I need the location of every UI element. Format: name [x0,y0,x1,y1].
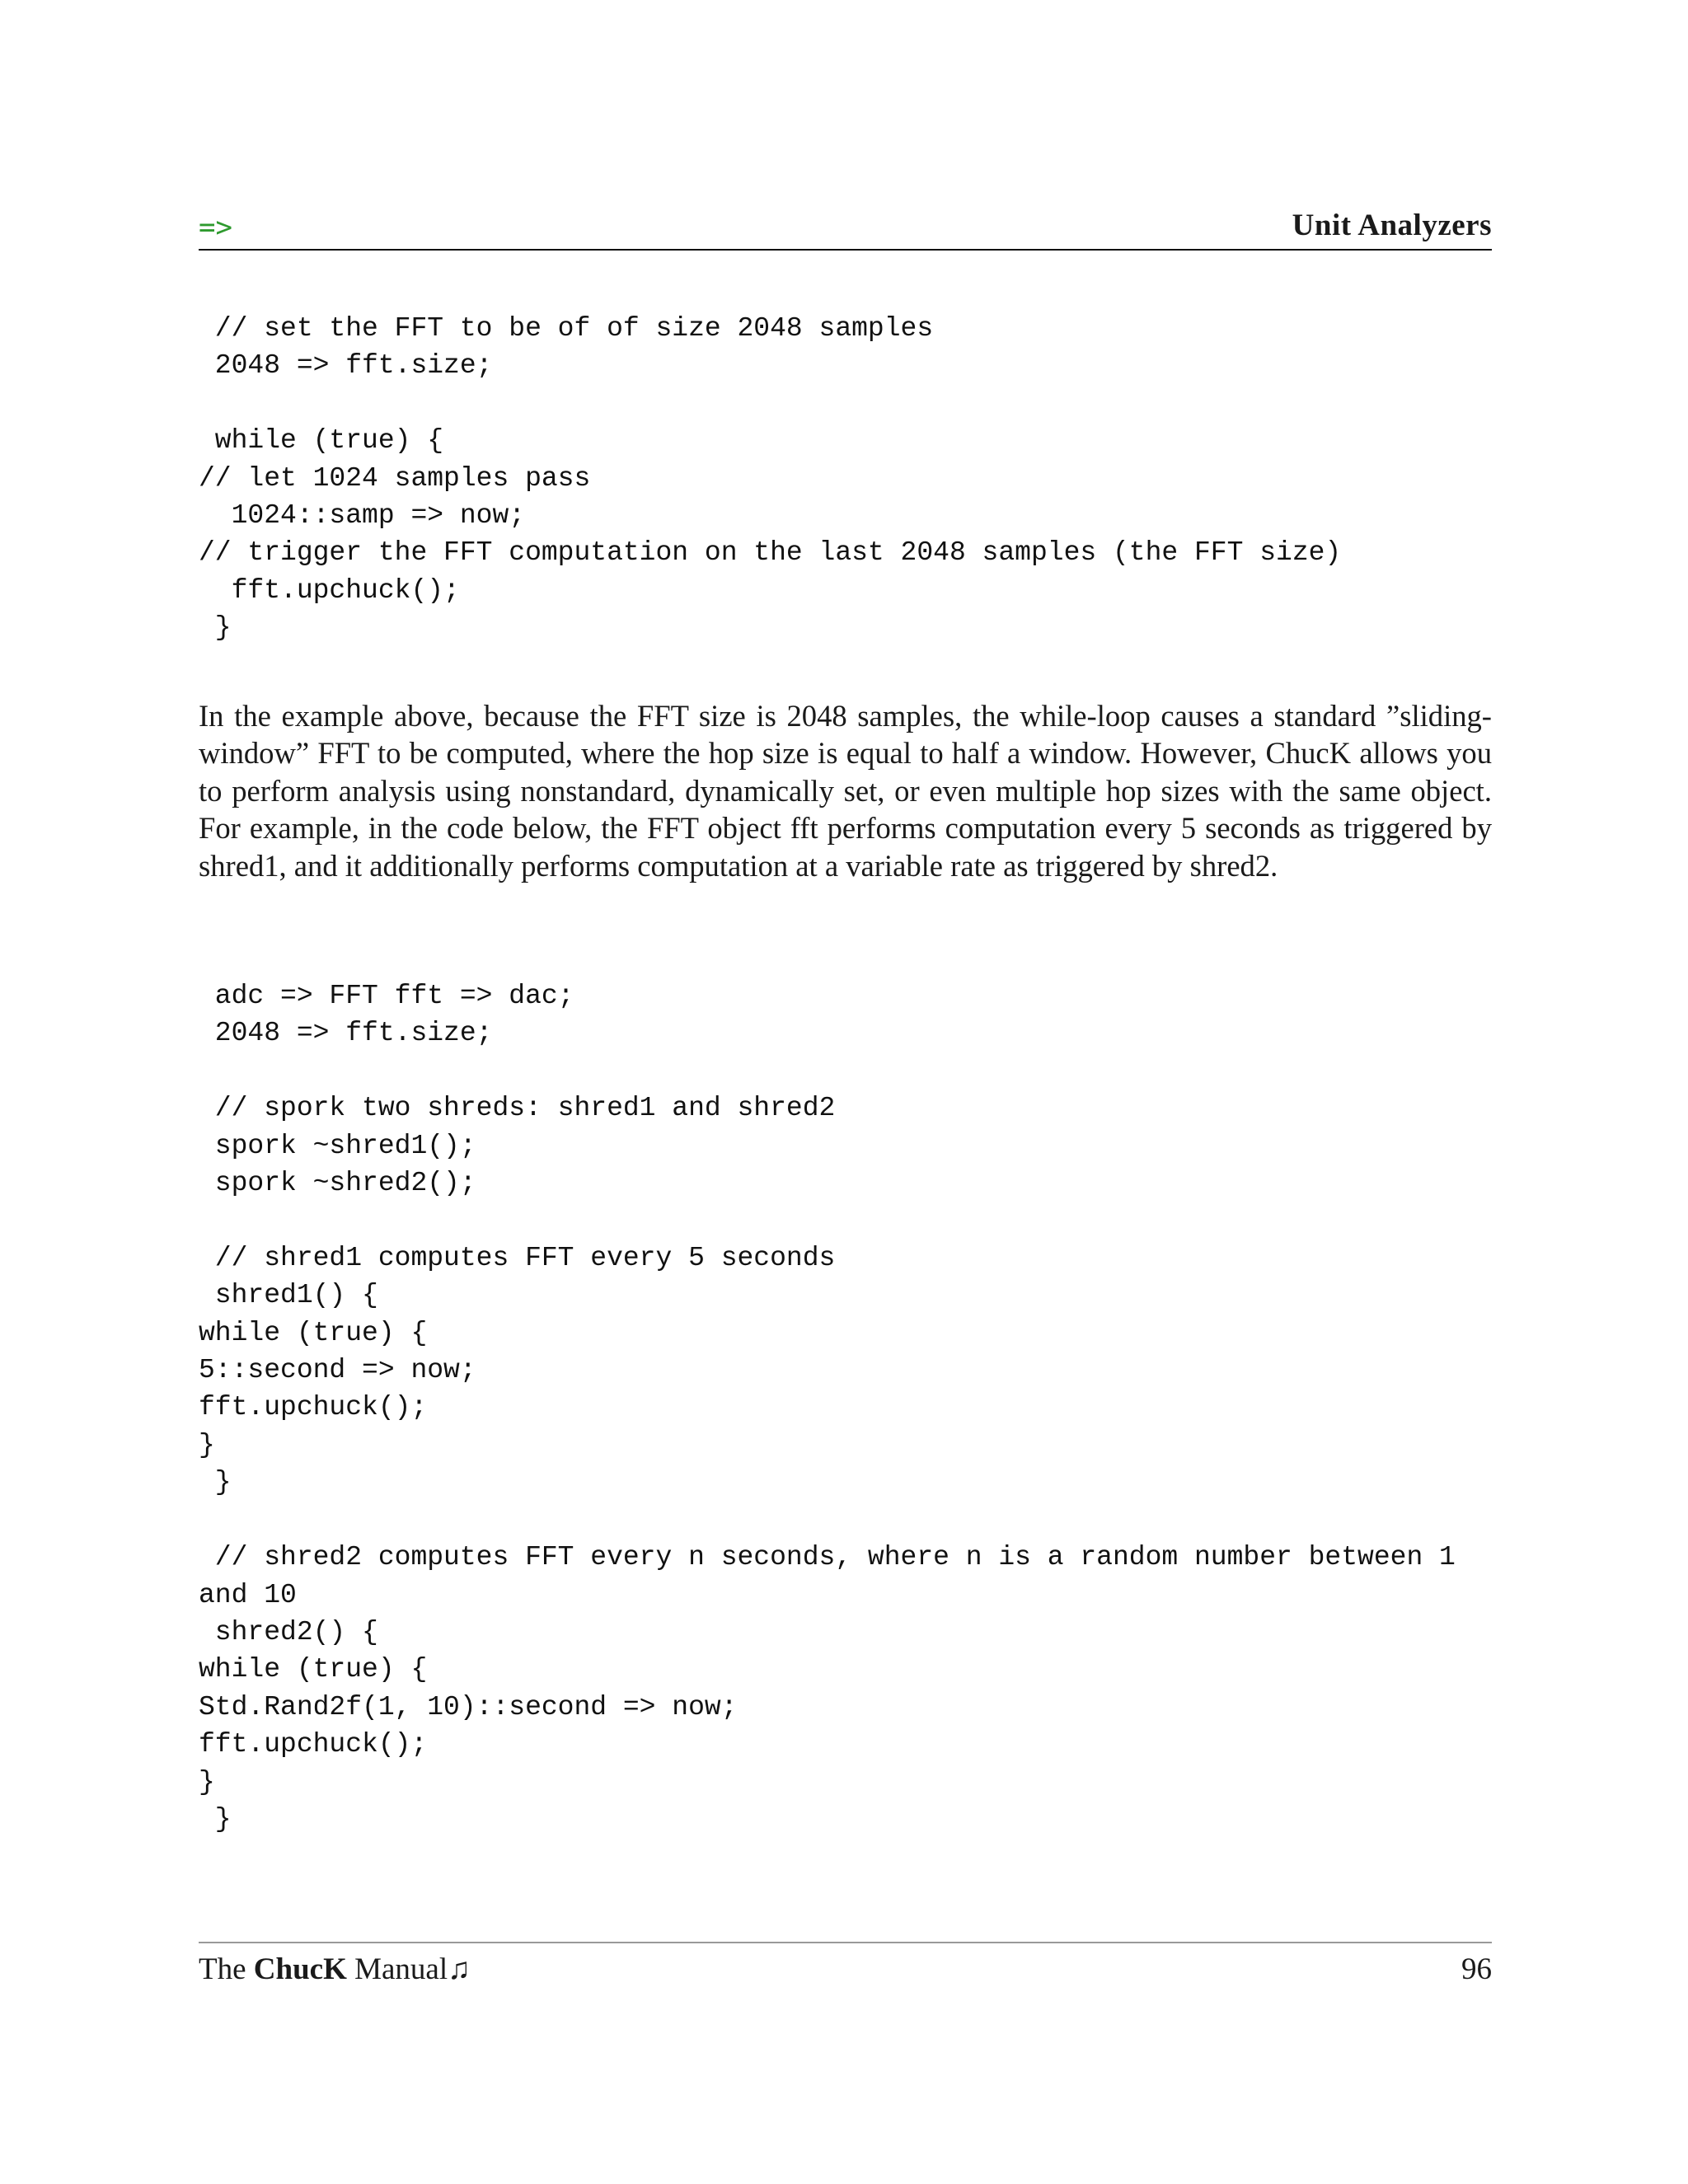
code-block-shreds: adc => FFT fft => dac; 2048 => fft.size; // spork two shreds: shred1 and shred2 spork ~shred1(); spork ~shred2(); // shred1 computes FFT every 5 seconds shred1() { while (true) { 5::second => now; fft.upchuck(); } } // shred2 computes FFT every n seconds, where n is a random number between 1 and 10 shred2() { while (true) { Std.Rand2f(1, 10)::second => now; fft.upchuck(); } } [199,981,1456,1835]
footer-divider [199,1942,1492,1943]
chuck-arrow-icon: => [199,211,232,244]
body-paragraph: In the example above, because the FFT size is 2048 samples, the while-loop causes a standard ”sliding-window” FFT to be computed, where the hop size is equal to half a window. However, ChucK allows you to perform analysis using nonstandard, dynamically set, or even multiple hop sizes with the same object. For example, in the code below, the FFT object fft performs computation every 5 seconds as triggered by shred1, and it additionally performs computation at a variable rate as triggered by shred2. [199,699,1492,883]
footer-brand: ChucK [253,1952,347,1986]
page-header [199,203,1492,251]
footer-prefix: The [199,1952,254,1986]
section-title: Unit Analyzers [1292,209,1492,242]
page-number: 96 [1461,1952,1492,1986]
footer-suffix: Manual♫ [346,1952,471,1986]
code-block-fft-loop: // set the FFT to be of of size 2048 samples 2048 => fft.size; while (true) { // let 1024 samples pass 1024::samp => now; // trigger the FFT computation on the last 2048 samples (the FFT size) fft.upchuck(); } [199,313,1342,644]
footer-manual-title [199,1950,471,1990]
